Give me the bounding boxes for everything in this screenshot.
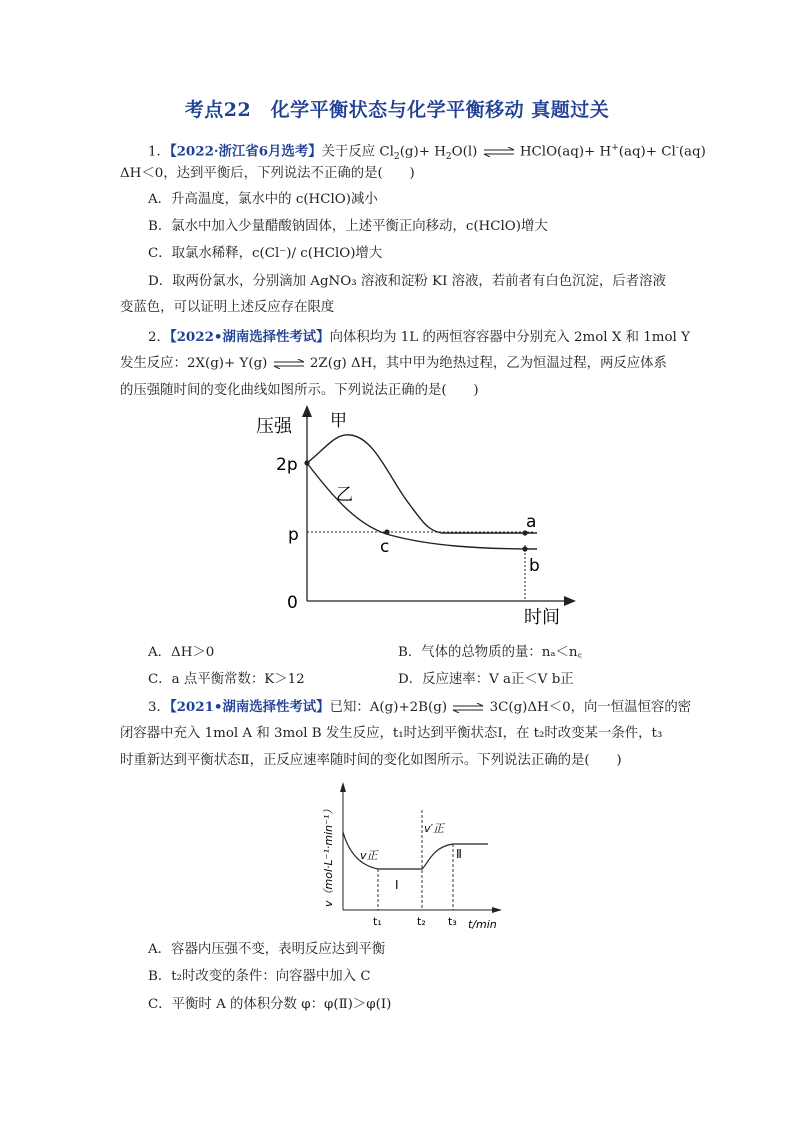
x-axis-label: t/min bbox=[468, 918, 497, 931]
y-axis-arrow bbox=[302, 405, 312, 417]
q1-number: 1． bbox=[148, 144, 170, 160]
q3-stem-line1 bbox=[148, 697, 691, 718]
t3-tick-label: t₃ bbox=[448, 915, 457, 928]
state-2-label: Ⅱ bbox=[456, 847, 462, 861]
t2-tick-label: t₂ bbox=[417, 915, 426, 928]
x-axis-label: 时间 bbox=[524, 607, 560, 628]
q3-option-c: C．平衡时 A 的体积分数 φ：φ(Ⅱ)＞φ(Ⅰ) bbox=[148, 997, 392, 1012]
q1-stem-part: 关于反应 Cl bbox=[321, 144, 394, 160]
q1-option-a: A．升高温度，氯水中的 c(HClO)减小 bbox=[148, 192, 378, 207]
t1-tick-label: t₁ bbox=[373, 915, 382, 928]
pressure-time-chart bbox=[250, 405, 580, 635]
q1-option-c: C．取氯水稀释，c(Cl⁻)/ c(HClO)增大 bbox=[148, 246, 383, 261]
rate-time-chart bbox=[318, 780, 508, 935]
page-title: 考点22 化学平衡状态与化学平衡移动 真题过关 bbox=[184, 99, 610, 121]
x-axis-arrow bbox=[564, 596, 576, 606]
q2-option-a: A．ΔH＞0 bbox=[148, 645, 215, 660]
equilibrium-arrow-icon bbox=[451, 703, 485, 713]
q3-number: 3． bbox=[148, 700, 170, 715]
v-forward-label: v正 bbox=[360, 849, 378, 862]
point-c-label: c bbox=[380, 537, 390, 557]
y-axis-arrow bbox=[340, 782, 346, 792]
q2-source-tag: 【2022•湖南选择性考试】 bbox=[169, 329, 330, 345]
q2-option-b: B．气体的总物质的量：nₐ＜n꜀ bbox=[398, 645, 583, 660]
q1-stem-part: (aq) bbox=[678, 144, 706, 160]
y-axis-label: v（mol·L⁻¹·min⁻¹） bbox=[322, 803, 335, 907]
q1-stem-part: HClO(aq)+ H bbox=[519, 144, 612, 160]
q1-stem-part: O(l) bbox=[451, 144, 478, 160]
q3-stem-line2: 闭容器中充入 1mol A 和 3mol B 发生反应，t₁时达到平衡状态Ⅰ，在 t₂时改变某一条件，t₃ bbox=[120, 726, 663, 741]
q2-stem-part: 发生反应：2X(g)+ Y(g) bbox=[120, 356, 268, 371]
y-axis-label: 压强 bbox=[256, 416, 292, 437]
curve-jia-label: 甲 bbox=[330, 411, 347, 431]
start-point bbox=[304, 460, 309, 465]
q3-stem-line3: 时重新达到平衡状态Ⅱ，正反应速率随时间的变化如图所示。下列说法正确的是( ) bbox=[120, 753, 622, 768]
tick-2p: 2p bbox=[276, 455, 298, 475]
point-b-marker bbox=[522, 546, 527, 551]
tick-p: p bbox=[288, 525, 299, 545]
q1-stem-part: (g)+ H bbox=[399, 144, 446, 160]
curve-yi-label: 乙 bbox=[336, 485, 353, 505]
q2-stem-line3: 的压强随时间的变化曲线如图所示。下列说法正确的是( ) bbox=[120, 383, 479, 398]
point-b-label: b bbox=[529, 556, 540, 576]
q1-stem-line2: ΔH＜0，达到平衡后，下列说法不正确的是( ) bbox=[120, 166, 415, 181]
q3-option-a: A．容器内压强不变，表明反应达到平衡 bbox=[148, 942, 386, 957]
q2-option-d: D．反应速率：V a正＜V b正 bbox=[398, 672, 574, 687]
q2-stem-part: 2Z(g) ΔH，其中甲为绝热过程，乙为恒温过程，两反应体系 bbox=[309, 356, 667, 371]
point-c-marker bbox=[384, 529, 389, 534]
equilibrium-arrow-icon bbox=[482, 147, 516, 157]
q1-stem-part: (aq)+ Cl bbox=[618, 144, 676, 160]
q1-stem-line1: 1．【2022·浙江省6月选考】关于反应 $Cl_2(g)+ H_2O(l)$ HClO(aq)+ H+(aq)+ Cl-(aq) bbox=[148, 143, 706, 163]
q3-stem-part: 已知：A(g)+2B(g) bbox=[329, 700, 448, 715]
tick-0: 0 bbox=[287, 593, 298, 613]
q3-stem-part: 3C(g)ΔH＜0，向一恒温恒容的密 bbox=[489, 700, 692, 715]
state-1-label: Ⅰ bbox=[395, 878, 399, 892]
q2-stem-line1 bbox=[148, 327, 690, 348]
curve-yi bbox=[307, 463, 537, 549]
q1-option-d-line2: 变蓝色，可以证明上述反应存在限度 bbox=[120, 300, 335, 315]
q3-option-b: B．t₂时改变的条件：向容器中加入 C bbox=[148, 969, 371, 984]
equilibrium-arrow-icon bbox=[272, 359, 306, 369]
q2-number: 2． bbox=[148, 330, 170, 345]
curve-jia bbox=[307, 435, 537, 533]
point-a-label: a bbox=[526, 512, 537, 532]
v-prime-forward-label: v′正 bbox=[424, 822, 445, 835]
q3-source-tag: 【2021•湖南选择性考试】 bbox=[169, 699, 330, 715]
q1-option-d-line1: D．取两份氯水，分别滴加 AgNO₃ 溶液和淀粉 KI 溶液，若前者有白色沉淀，后者溶液 bbox=[148, 274, 666, 289]
q1-source-tag: 【2022·浙江省6月选考】 bbox=[169, 143, 322, 160]
q2-option-c: C．a 点平衡常数：K＞12 bbox=[148, 672, 305, 687]
q1-option-b: B．氯水中加入少量醋酸钠固体，上述平衡正向移动，c(HClO)增大 bbox=[148, 219, 548, 234]
q2-stem-line2 bbox=[120, 354, 667, 374]
q2-stem-part: 向体积均为 1L 的两恒容容器中分别充入 2mol X 和 1mol Y bbox=[329, 330, 690, 345]
x-axis-arrow bbox=[492, 907, 502, 913]
